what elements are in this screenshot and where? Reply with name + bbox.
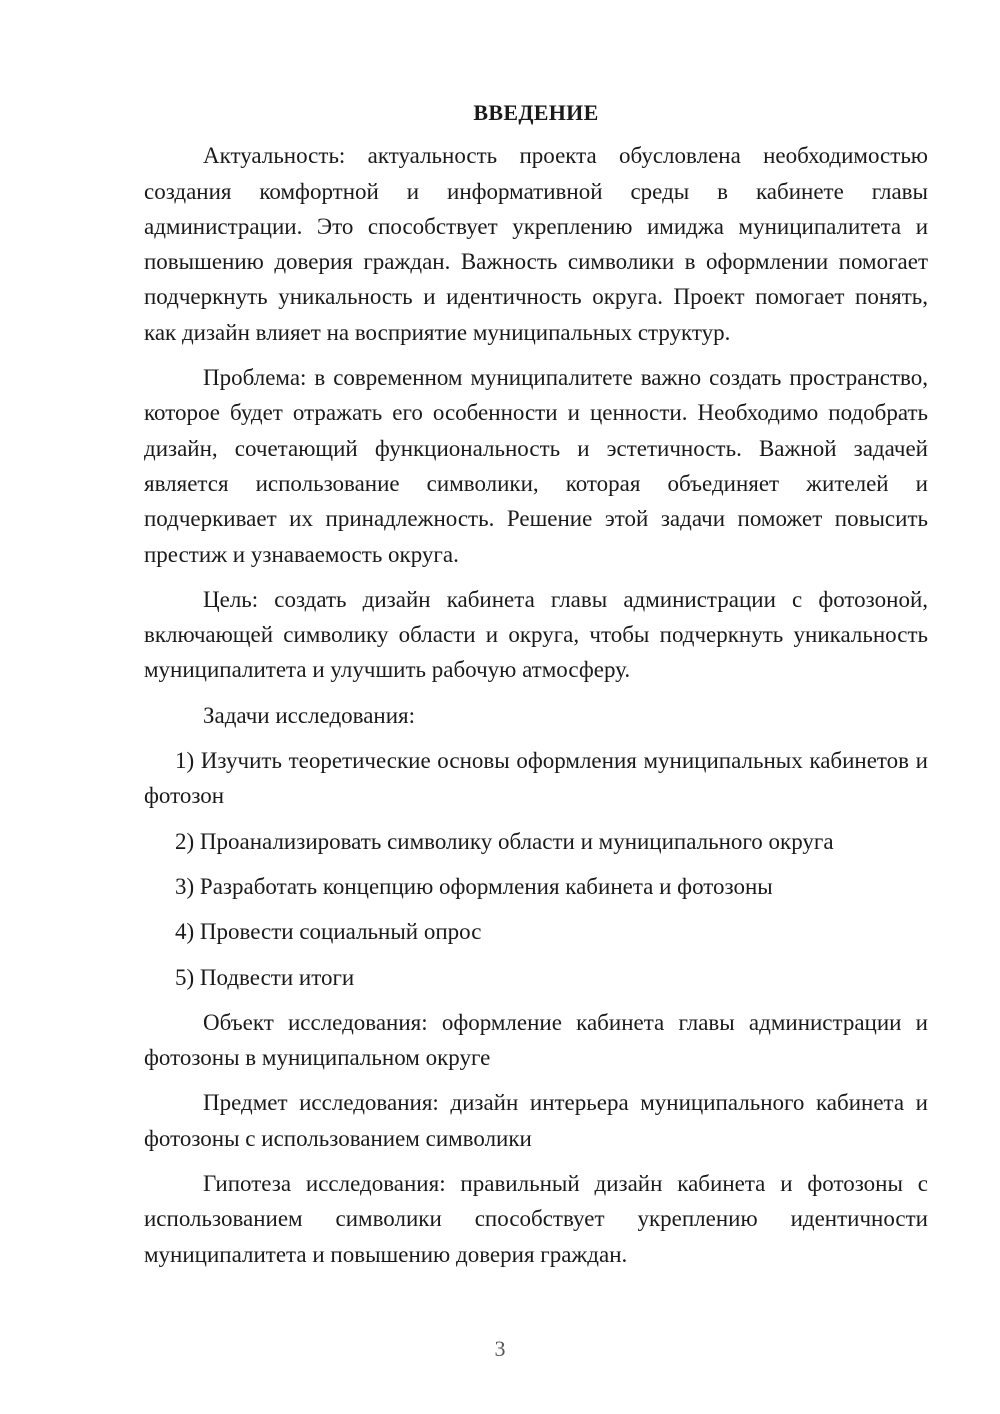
task-item: 2) Проанализировать символику области и муниципального округа — [175, 828, 834, 854]
page-content — [144, 95, 928, 1282]
problem-paragraph: Проблема: в современном муниципалитете важно создать пространство, которое будет отражать его особенности и ценности. Необходимо подобрать дизайн, сочетающий функциональность и эстетичность. Важной задачей является использование символики, которая объединяет жителей и подчеркивает их принадлежность. Решение этой задачи поможет повысить престиж и узнаваемость округа. — [144, 365, 928, 567]
page-number: 3 — [494, 1336, 506, 1361]
object-paragraph: Объект исследования: оформление кабинета главы администрации и фотозоны в муниципальном округе — [144, 1009, 928, 1071]
task-item: 4) Провести социальный опрос — [175, 919, 482, 945]
relevance-paragraph: Актуальность: актуальность проекта обусловлена необходимостью создания комфортной и информативной среды в кабинете главы администрации. Это способствует укреплению имиджа муниципалитета и повышению доверия граждан. Важность символики в оформлении помогает подчеркнуть уникальность и идентичность округа. Проект помогает понять, как дизайн влияет на восприятие муниципальных структур. — [144, 143, 928, 345]
page-title: ВВЕДЕНИЕ — [473, 100, 599, 125]
tasks-heading: Задачи исследования: — [203, 702, 416, 728]
hypothesis-paragraph: Гипотеза исследования: правильный дизайн кабинета и фотозоны с использованием символики способствует укреплению идентичности муниципалитета и повышению доверия граждан. — [144, 1171, 928, 1267]
tasks-list — [144, 743, 928, 995]
task-item: 1) Изучить теоретические основы оформления муниципальных кабинетов и фотозон — [144, 748, 928, 809]
task-item: 5) Подвести итоги — [175, 964, 355, 990]
task-item: 3) Разработать концепцию оформления кабинета и фотозоны — [175, 873, 773, 899]
goal-paragraph: Цель: создать дизайн кабинета главы администрации с фотозоной, включающей символику области и округа, чтобы подчеркнуть уникальность муниципалитета и улучшить рабочую атмосферу. — [144, 586, 928, 683]
subject-paragraph: Предмет исследования: дизайн интерьера муниципального кабинета и фотозоны с использованием символики — [144, 1090, 928, 1151]
